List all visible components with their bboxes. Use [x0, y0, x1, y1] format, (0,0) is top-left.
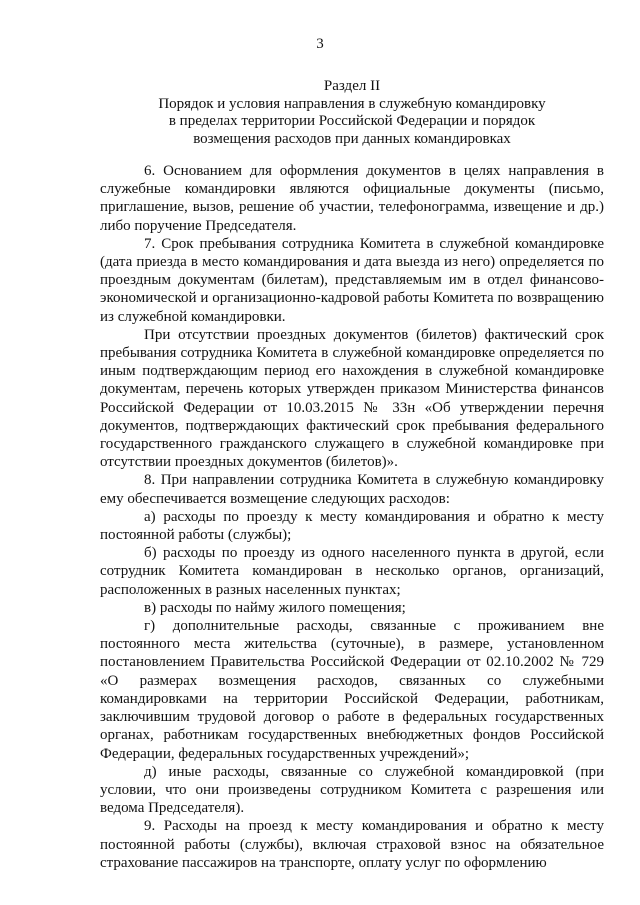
paragraph-6: 6. Основанием для оформления документов в целях направления в служебные командировки являются официальные документы (письмо, приглашение, вызов, решение об участии, телефонограмма, извещение и др.) либо поручение Председателя. [100, 163, 604, 234]
section-title-line: Порядок и условия направления в служебную командировку [158, 95, 546, 112]
list-item-b: б) расходы по проезду из одного населенного пункта в другой, если сотрудник Комитета командирован в несколько органов, организаций, расположенных в разных населенных пунктах; [100, 545, 604, 598]
list-item-v: в) расходы по найму жилого помещения; [144, 599, 406, 616]
list-item-g: г) дополнительные расходы, связанные с проживанием вне постоянного места жительства (суточные), в размере, установленном постановлением Правительства Российской Федерации от 02.10.2002 № 729 «О размерах возмещения расходов, связанных со служебными командировками на территории Российской Федерации, работникам, заключившим трудовой договор о работе в федеральных государственных органах, работникам государственных внебюджетных фондов Российской Федерации, федеральных государственных учреждений»; [100, 618, 604, 762]
section-heading [100, 78, 604, 148]
document-body [100, 162, 604, 872]
page-number: 3 [316, 36, 324, 52]
paragraph-7-continuation: При отсутствии проездных документов (билетов) фактический срок пребывания сотрудника Комитета в служебной командировке определяется по иным подтверждающим период его нахождения в служебной командировке документам, перечень которых утвержден приказом Министерства финансов Российской Федерации от 10.03.2015 № 33н «Об утверждении перечня документов, подтверждающих фактический срок пребывания федерального государственного гражданского служащего в служебной командировке при отсутствии проездных документов (билетов)». [100, 326, 604, 471]
section-title-line: возмещения расходов при данных командировках [193, 130, 511, 147]
paragraph-9: 9. Расходы на проезд к месту командирования и обратно к месту постоянной работы (службы), включая страховой взнос на обязательное страхование пассажиров на транспорте, оплату услуг по оформлению [100, 818, 604, 871]
paragraph-7: 7. Срок пребывания сотрудника Комитета в служебной командировке (дата приезда в место командирования и дата выезда из него) определяется по проездным документам (билетам), представляемым им в отдел финансово-экономической и организационно-кадровой работы Комитета по возвращению из служебной командировки. [100, 235, 604, 325]
section-label: Раздел II [323, 78, 381, 94]
list-item-d: д) иные расходы, связанные со служебной командировкой (при условии, что они произведены сотрудником Комитета с разрешения или ведома Председателя). [100, 763, 604, 817]
list-item-a: а) расходы по проезду к месту командирования и обратно к месту постоянной работы (службы); [100, 508, 604, 544]
section-title-line: в пределах территории Российской Федерации и порядок [168, 113, 536, 129]
paragraph-8: 8. При направлении сотрудника Комитета в служебную командировку ему обеспечивается возмещение следующих расходов: [100, 472, 604, 507]
